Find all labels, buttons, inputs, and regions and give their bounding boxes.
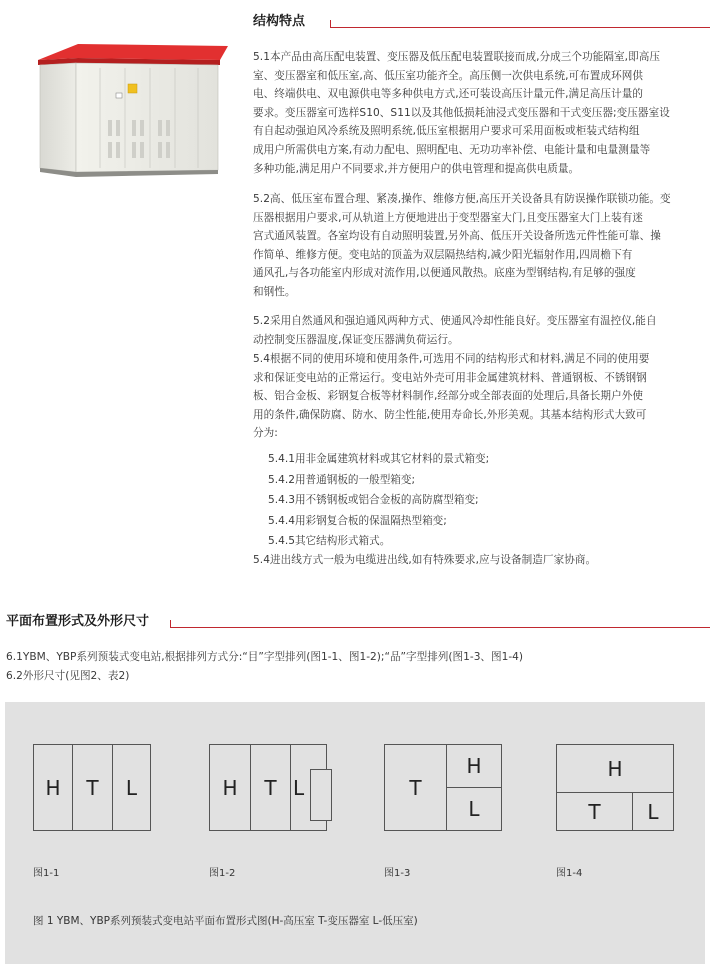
cell-high-voltage: H (210, 745, 251, 830)
cell-low-voltage: L (647, 799, 659, 824)
cell-high-voltage: H (34, 745, 73, 830)
list-item: 5.4.1用非金属建筑材料或其它材料的景式箱变; (268, 453, 490, 465)
paragraph-6-1: 6.1YBM、YBP系列预装式变电站,根据排列方式分:“目”字型排列(图1-1、图1-2);“品”字型排列(图1-3、图1-4) (6, 651, 524, 663)
section-title-structure: 结构特点 (253, 14, 306, 29)
cell-low-voltage: L (125, 775, 138, 800)
list-item: 5.4.4用彩钢复合板的保温隔热型箱变; (268, 515, 447, 527)
layout-diagram-1-1 (33, 744, 151, 831)
figure-label-1-2: 图1-2 (209, 868, 236, 879)
cell-transformer: T (251, 745, 291, 830)
cell-transformer: T (385, 745, 447, 830)
figure-label-1-4: 图1-4 (556, 868, 583, 879)
figure-label-1-3: 图1-3 (384, 868, 411, 879)
section-title-layout: 平面布置形式及外形尺寸 (6, 614, 150, 629)
low-voltage-annex (310, 769, 332, 821)
cell-high-voltage: H (557, 745, 673, 793)
title-rule (170, 627, 710, 628)
list-item: 5.4.3用不锈钢板或铝合金板的高防腐型箱变; (268, 494, 479, 506)
list-item: 5.4.5其它结构形式箱式。 (268, 535, 391, 547)
paragraph-5-2: 5.2高、低压室布置合理、紧凑,操作、维修方便,高压开关设备具有防误操作联锁功能。变 压器根据用户要求,可从轨道上方便地进出于变型器室大门,且变压器室大门上装有迷 宫式通风装置。各室均设有自动照明装置,另外高、低压开关设备所选元件性能可靠、操 作简单、维修方便。变电站的顶盖为双层隔热结构,减少阳光辐射作用,四周檐下有 通风孔,与各功能室内形成对流作用,以便通风散热。底座为型钢结构,有足够的强度 和钢性。 (253, 193, 671, 298)
layout-diagram-1-2 (209, 744, 327, 831)
paragraph-5-4-cable: 5.4进出线方式一般为电缆进出线,如有特殊要求,应与设备制造厂家协商。 (253, 554, 597, 566)
paragraph-5-3: 5.2采用自然通风和强迫通风两种方式、使通风冷却性能良好。变压器室有温控仪,能自 动控制变压器温度,保证变压器满负荷运行。 (253, 315, 657, 346)
figure-caption: 图 1 YBM、YBP系列预装式变电站平面布置形式图(H-高压室 T-变压器室 L-低压室) (33, 915, 418, 927)
cell-transformer: T (73, 745, 113, 830)
figure-label-1-1: 图1-1 (33, 868, 60, 879)
paragraph-5-1: 5.1本产品由高压配电装置、变压器及低压配电装置联接而成,分成三个功能隔室,即高压 室、变压器室和低压室,高、低压室功能齐全。高压侧一次供电系统,可布置成环网供 电、终端供电、双电源供电等多种供电方式,还可装设高压计量元件,满足高压计量的 要求。变压器室可选样S10、S11以及其他低损耗油浸式变压器和干式变压器;变压器室设 有自起动强迫风冷系统及照明系统,低压室根据用户要求可采用面板或柜装式结构组 成用户所需供电方案,有动力配电、照明配电、无功功率补偿、电能计量和电量测量等 多种功能,满足用户不同要求,并方便用户的供电管理和提高供电质量。 (253, 51, 670, 175)
cell-low-voltage: L (293, 775, 305, 800)
cell-high-voltage: H (447, 745, 501, 788)
cell-transformer: T (557, 793, 633, 830)
list-item: 5.4.2用普通钢板的一般型箱变; (268, 474, 416, 486)
cell-low-voltage: L (468, 797, 480, 821)
layout-diagram-1-4 (556, 744, 674, 831)
layout-diagram-1-3 (384, 744, 502, 831)
title-rule (330, 27, 710, 28)
paragraph-6-2: 6.2外形尺寸(见图2、表2) (6, 670, 130, 682)
substation-kiosk-illustration (20, 38, 230, 178)
paragraph-5-4: 5.4根据不同的使用环境和使用条件,可选用不同的结构形式和材料,满足不同的使用要 求和保证变电站的正常运行。变电站外壳可用非金属建筑材料、普通钢板、不锈钢钢 板、铝合金板、彩钢复合板等材料制作,经部分或全部表面的处理后,具备长期户外使 用的条件,确保防腐、防水、防尘性能,使用寿命长,外形美观。其基本结构形式大致可 分为: (253, 353, 650, 440)
